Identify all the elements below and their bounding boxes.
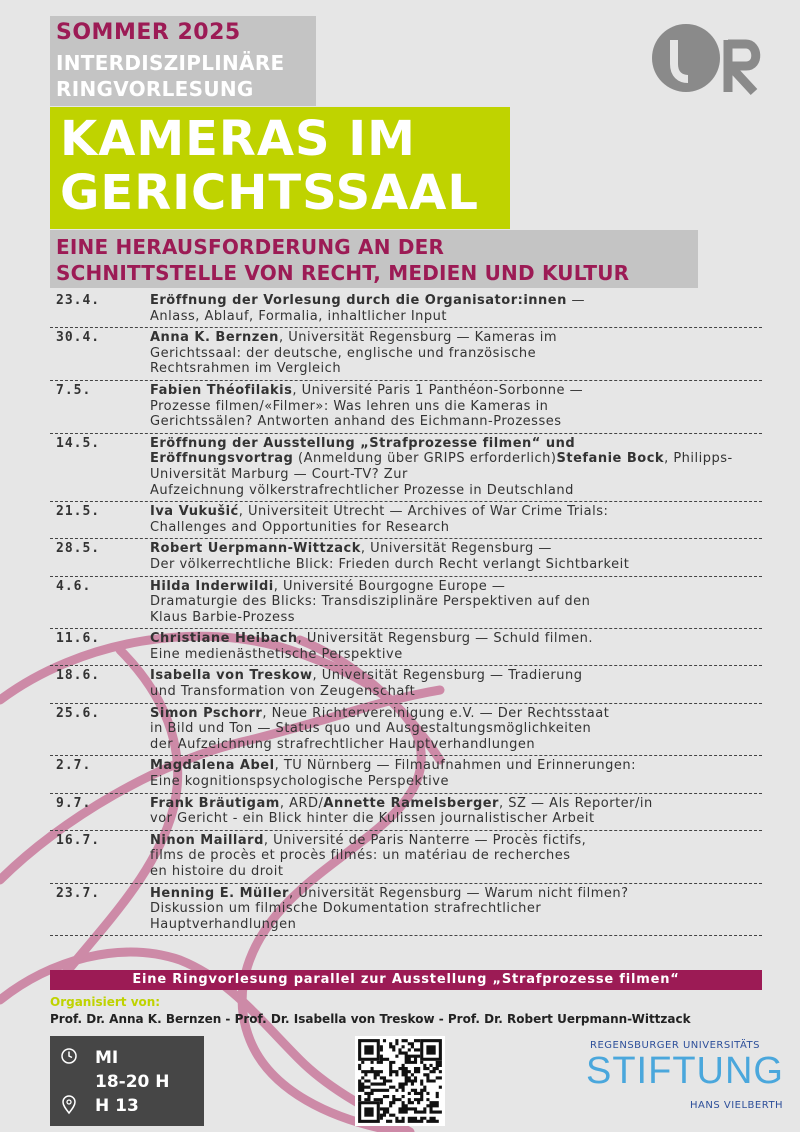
schedule-speaker: Isabella von Treskow <box>150 668 313 684</box>
schedule-detail: , Universiteit Utrecht — Archives of War Crime Trials: Challenges and Opportunities for Research <box>150 504 609 535</box>
schedule-row <box>50 381 762 434</box>
page-title <box>60 112 479 220</box>
schedule-row <box>50 434 762 502</box>
schedule-speaker: Magdalena Abel <box>150 758 275 774</box>
schedule-date: 21.5. <box>56 504 101 520</box>
schedule-date: 4.6. <box>56 578 92 594</box>
schedule-row <box>50 539 762 576</box>
schedule-description <box>150 758 762 789</box>
schedule-date: 2.7. <box>56 758 92 774</box>
schedule-row <box>50 666 762 703</box>
schedule-speaker: Christiane Heibach <box>150 631 298 647</box>
schedule-row <box>50 794 762 831</box>
schedule-date: 25.6. <box>56 705 101 721</box>
schedule-description <box>150 886 762 933</box>
schedule-row <box>50 704 762 757</box>
schedule-date: 28.5. <box>56 541 101 557</box>
schedule-detail: , Université Bourgogne Europe — Dramaturgie des Blicks: Transdisziplinäre Perspektiven auf den Klaus Barbie-Prozess <box>150 578 591 625</box>
schedule-date: 14.5. <box>56 435 101 451</box>
schedule-description <box>150 833 762 880</box>
clock-icon <box>60 1047 78 1065</box>
series-label <box>56 50 285 102</box>
schedule-speaker: Frank Bräutigam <box>150 795 280 811</box>
schedule-date: 30.4. <box>56 330 101 346</box>
schedule-detail: , Neue Richtervereinigung e.V. — Der Rechtsstaat in Bild und Ton — Status quo und Ausgestaltungsmöglichkeiten der Aufzeichnung strafrechtlicher Hauptverhandlungen <box>150 705 610 752</box>
schedule-description <box>150 631 762 662</box>
schedule-row <box>50 884 762 937</box>
schedule-detail: — Anlass, Ablauf, Formalia, inhaltlicher Input <box>150 293 585 324</box>
schedule-date: 9.7. <box>56 795 92 811</box>
schedule-row <box>50 291 762 328</box>
schedule-detail: , Universität Regensburg — Der völkerrechtliche Blick: Frieden durch Recht verlangt Sichtbarkeit <box>150 541 630 572</box>
schedule-description <box>150 293 762 324</box>
schedule-description <box>150 706 762 753</box>
schedule-description <box>150 796 762 827</box>
schedule-date: 11.6. <box>56 631 101 647</box>
schedule-speaker: Simon Pschorr <box>150 705 263 721</box>
schedule-speaker: Annette Ramelsberger <box>323 795 499 811</box>
schedule-description <box>150 668 762 699</box>
schedule-date: 16.7. <box>56 832 101 848</box>
schedule-detail: , TU Nürnberg — Filmaufnahmen und Erinnerungen: Eine kognitionspsychologische Perspektive <box>150 758 636 790</box>
schedule-description <box>150 436 762 498</box>
schedule-speaker: Eröffnung der Vorlesung durch die Organisator:innen <box>150 293 567 308</box>
schedule-row <box>50 328 762 381</box>
exhibition-band: Eine Ringvorlesung parallel zur Ausstellung „Strafprozesse filmen“ <box>50 970 762 990</box>
sponsor-bottom-text: HANS VIELBERTH <box>690 1100 784 1111</box>
schedule-date: 23.7. <box>56 885 101 901</box>
schedule-row <box>50 756 762 793</box>
schedule-detail: , SZ — Als Reporter/in vor Gericht - ein Blick hinter die Kulissen journalistischer Arbeit <box>150 795 653 827</box>
time-location-text <box>95 1046 170 1118</box>
ur-logo-icon <box>650 14 772 100</box>
schedule-detail: , Philipps-Universität Marburg — Court-TV? Zur Aufzeichnung völkerstrafrechtlicher Prozesse in Deutschland <box>150 451 733 498</box>
schedule-detail: , Universität Regensburg — Kameras im Gerichtssaal: der deutsche, englische und französische Rechtsrahmen im Vergleich <box>150 330 558 377</box>
title-line-1: KAMERAS IM <box>60 111 416 167</box>
sponsor-main-text: STIFTUNG <box>586 1050 784 1092</box>
subtitle-line-2: SCHNITTSTELLE VON RECHT, MEDIEN UND KULTUR <box>56 261 630 285</box>
organizers-label: Organisiert von: <box>50 995 161 1009</box>
series-line-1: INTERDISZIPLINÄRE <box>56 51 285 75</box>
schedule-detail: , Universität Regensburg — Tradierung und Transformation von Zeugenschaft <box>150 668 583 700</box>
schedule-speaker: Stefanie Bock <box>556 451 665 467</box>
sponsor-top-text: REGENSBURGER UNIVERSITÄTS <box>590 1040 760 1051</box>
schedule-detail: (Anmeldung über GRIPS erforderlich) <box>293 451 557 467</box>
season-label: SOMMER 2025 <box>56 20 241 45</box>
schedule-speaker: Hilda Inderwildi <box>150 578 274 594</box>
qr-code[interactable] <box>355 1036 445 1126</box>
schedule-detail: , Universität Regensburg — Schuld filmen. Eine medienästhetische Perspektive <box>150 631 594 662</box>
schedule-date: 23.4. <box>56 293 101 308</box>
schedule-row <box>50 577 762 630</box>
schedule-speaker: Henning E. Müller <box>150 885 289 901</box>
schedule-speaker: Ninon Maillard <box>150 832 264 848</box>
schedule-detail: , Université Paris 1 Panthéon-Sorbonne — Prozesse filmen/«Filmer»: Was lehren uns die Kameras in Gerichtssälen? Antworten anhand des Eichmann-Prozesses <box>150 382 584 430</box>
schedule-detail: , ARD/ <box>279 795 324 811</box>
time-range: 18-20 H <box>95 1072 170 1092</box>
weekday: MI <box>95 1048 119 1068</box>
schedule-speaker: Robert Uerpmann-Wittzack <box>150 541 361 557</box>
schedule-row <box>50 629 762 666</box>
subtitle-line-1: EINE HERAUSFORDERUNG AN DER <box>56 235 445 259</box>
schedule-date: 7.5. <box>56 382 92 398</box>
schedule-description <box>150 383 762 430</box>
schedule-speaker: Iva Vukušić <box>150 504 239 520</box>
title-line-2: GERICHTSSAAL <box>60 165 480 221</box>
schedule-speaker: Eröffnung der Ausstellung „Strafprozesse filmen“ und Eröffnungsvortrag <box>150 435 576 467</box>
schedule-speaker: Anna K. Bernzen <box>150 330 279 346</box>
room: H 13 <box>95 1096 139 1116</box>
schedule-description <box>150 504 762 535</box>
page-subtitle <box>56 234 629 286</box>
schedule-detail: , Université de Paris Nanterre — Procès fictifs, films de procès et procès filmés: un matériau de recherches en histoire du droit <box>150 832 587 879</box>
schedule-date: 18.6. <box>56 668 101 684</box>
schedule-list <box>50 291 762 936</box>
series-line-2: RINGVORLESUNG <box>56 77 254 101</box>
schedule-description <box>150 541 762 572</box>
schedule-description <box>150 330 762 377</box>
schedule-speaker: Fabien Théofilakis <box>150 382 293 398</box>
schedule-description <box>150 579 762 626</box>
schedule-row <box>50 502 762 539</box>
organizers-names: Prof. Dr. Anna K. Bernzen - Prof. Dr. Isabella von Treskow - Prof. Dr. Robert Uerpmann-Wittzack <box>50 1012 691 1026</box>
schedule-detail: , Universität Regensburg — Warum nicht filmen? Diskussion um filmische Dokumentation strafrechtlicher Hauptverhandlungen <box>150 885 629 932</box>
location-pin-icon <box>60 1095 78 1115</box>
schedule-row <box>50 831 762 884</box>
